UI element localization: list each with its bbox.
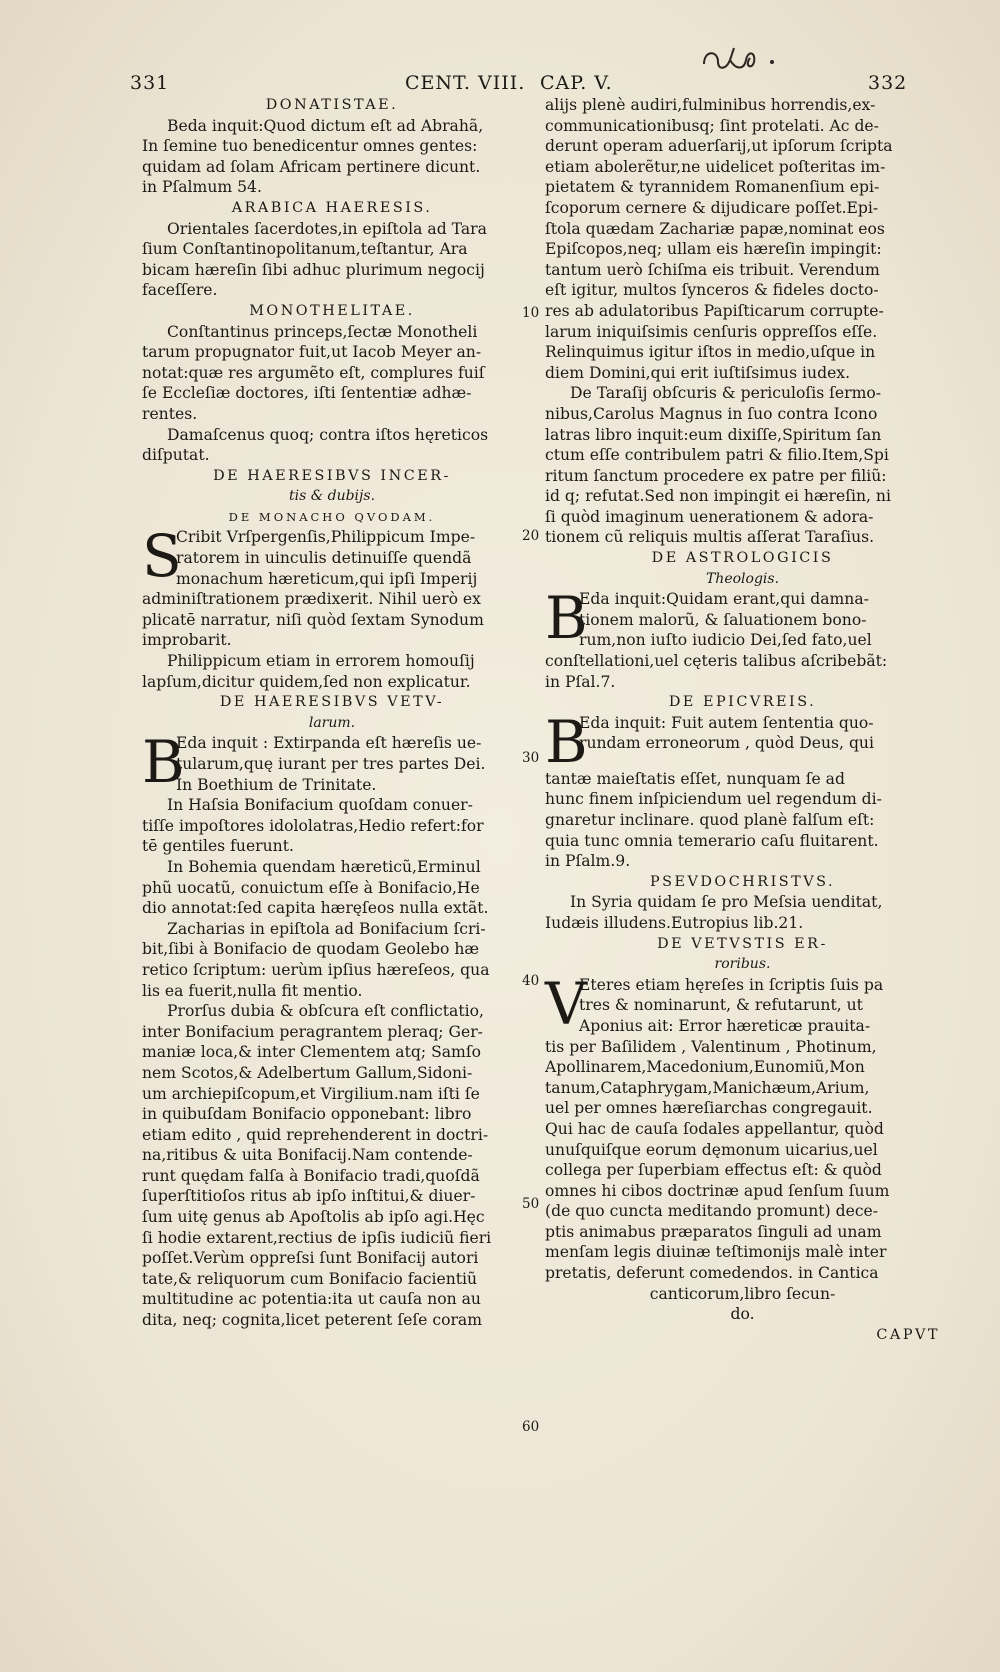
right-page-number: 332	[868, 72, 908, 94]
text-line: conſtellationi,uel cęteris talibus aſcribebãt:	[545, 652, 888, 671]
section-heading: MONOTHELITAE.	[249, 302, 415, 319]
text-line: quia tunc omnia temerario caſu fluitarent.	[545, 831, 879, 850]
text-line: tantæ maieſtatis eſſet, nunquam ſe ad	[545, 769, 845, 788]
text-line: bit,ſibi à Bonifacio de quodam Geolebo hæ	[142, 940, 480, 959]
section-heading: PSEVDOCHRISTVS.	[649, 873, 836, 890]
line-number: 20	[522, 528, 540, 544]
text-line: ſum uitę genus ab Apoſtolis ab ipſo agi.Hęc	[142, 1208, 485, 1227]
left-page-number: 331	[130, 72, 170, 94]
text-line: retico ſcriptum: uerùm ipſius hæreſeos, qua	[142, 960, 490, 979]
text-line: rum,non iuſto iudicio Dei,ſed fato,uel	[579, 631, 872, 650]
text-line: gnaretur inclinare. quod planè falſum eſt:	[545, 811, 875, 829]
text-line: Conſtantinus princeps,ſectæ Monotheli	[167, 322, 478, 341]
text-line: tres & nominarunt, & refutarunt, ut	[579, 996, 863, 1015]
text-line: monachum hæreticum,qui ipſi Imperij	[176, 569, 478, 588]
text-line: Relinquimus igitur iſtos in medio,uſque in	[545, 343, 876, 362]
text-line: (de quo cuncta meditando promunt) dece-	[545, 1202, 879, 1221]
text-line: tē gentiles fuerunt.	[142, 837, 294, 856]
text-line: latras libro inquit:eum dixiſſe,Spiritum ſan	[545, 425, 882, 444]
section-heading: DE HAERESIBVS VETV-	[219, 694, 445, 711]
text-line: Orientales ſacerdotes,in epiſtola ad Tara	[167, 219, 487, 238]
text-line: um archiepiſcopum,et Virgilium.nam iſti ſe	[142, 1084, 480, 1103]
section-heading: DE HAERESIBVS INCER-	[213, 467, 451, 484]
text-line: ritum ſanctum procedere ex patre per filiũ:	[545, 466, 887, 485]
text-line: tionem cũ reliquis multis aſſerat Taraſius.	[545, 528, 875, 547]
text-line: tate,& reliquorum cum Bonifacio facientiũ	[142, 1269, 478, 1288]
section-subheading: larum.	[308, 714, 356, 731]
text-line: tularum,quę iurant per tres partes Dei.	[176, 755, 486, 773]
text-line: in quibuſdam Bonifacio opponebant: libro	[142, 1105, 472, 1124]
text-line: Eda inquit: Fuit autem ſententia quo-	[579, 713, 874, 732]
text-line: phũ uocatũ, conuictum eſſe à Bonifacio,He	[142, 878, 480, 897]
text-line: canticorum,libro ſecun-	[649, 1284, 836, 1303]
chapter-heading: CAP. V.	[540, 72, 613, 94]
text-line: Qui hac de cauſa ſodales appellantur, quòd	[545, 1119, 884, 1138]
section-heading: ARABICA HAERESIS.	[231, 199, 433, 216]
text-line: Beda inquit:Quod dictum eſt ad Abrahã,	[167, 116, 484, 135]
text-line: alijs plenè audiri,fulminibus horrendis,ex-	[545, 96, 876, 114]
text-line: lis ea fuerit,nulla fit mentio.	[142, 981, 363, 1000]
text-line: id q; refutat.Sed non impingit ei hæreſin, ni	[545, 487, 891, 506]
text-line: quidam ad ſolam Africam pertinere dicunt.	[142, 157, 481, 176]
line-number: 10	[522, 305, 540, 321]
text-line: plicatē narratur, niſi quòd ſextam Synodum	[142, 610, 484, 629]
text-line: tiſſe impoſtores idololatras,Hedio refert:for	[142, 816, 484, 835]
text-line: ſi quòd imaginum uenerationem & adora-	[545, 507, 874, 526]
text-line: Philippicum etiam in errorem homouſij	[167, 652, 475, 671]
text-line: ſtola quædam Zachariæ papæ,nominat eos	[545, 219, 885, 238]
text-line: derunt operam aduerſarij,ut ipſorum ſcripta	[545, 137, 893, 156]
text-line: communicationibusq; ſint protelati. Ac de-	[545, 116, 879, 135]
section-subheading: Theologis.	[705, 570, 780, 587]
text-line: tanum,Cataphrygam,Manichæum,Arium,	[545, 1078, 870, 1097]
left-column	[142, 95, 522, 1331]
dropcap-paragraph	[545, 707, 940, 776]
text-line: ſi hodie extarent,rectius de ipſis iudiciũ fieri	[142, 1228, 492, 1247]
line-number: 60	[522, 1419, 540, 1435]
dropcap-paragraph	[142, 728, 522, 797]
text-line: Damaſcenus quoq; contra iſtos hęreticos	[167, 425, 489, 444]
text-line: Iudæis illudens.Eutropius lib.21.	[545, 913, 804, 932]
text-line: etiam edito , quid reprehenderent in doctri-	[142, 1125, 489, 1144]
dropcap-letter: B	[545, 584, 588, 653]
section-subheading: roribus.	[714, 956, 771, 973]
text-line: lapſum,dicitur quidem,ſed non explicatur.	[142, 672, 471, 691]
text-line: rentes.	[142, 404, 198, 423]
text-line: Prorſus dubia & obſcura eſt conflictatio,	[167, 1002, 484, 1021]
text-line: Epiſcopos,neq; ullam eis hæreſin impingit:	[545, 240, 882, 259]
catchword: CAPVT	[876, 1326, 940, 1343]
text-line: adminiſtrationem prædixerit. Nihil uerò ex	[142, 590, 481, 609]
text-line: eſt igitur, multos ſynceros & fideles docto-	[545, 281, 879, 300]
text-line: ſe Eccleſiæ doctores, iſti ſententiæ adhæ-	[142, 384, 472, 403]
section-heading: DE MONACHO QVODAM.	[228, 509, 436, 524]
section-heading: DE ASTROLOGICIS	[651, 550, 834, 567]
text-line: tarum propugnator fuit,ut Iacob Meyer an-	[142, 343, 482, 362]
text-line: ratorem in uinculis detinuiſſe quendã	[176, 549, 472, 568]
dropcap-paragraph	[142, 522, 522, 591]
text-line: collega per ſuperbiam effectus eſt: & quòd	[545, 1161, 882, 1180]
text-line: ctum eſſe contribulem patri & filio.Item,Spi	[545, 446, 889, 465]
text-line: Eda inquit:Quidam erant,qui damna-	[579, 590, 869, 609]
text-line: rundam erroneorum , quòd Deus, qui	[579, 734, 874, 753]
text-line: De Taraſij obſcuris & periculoſis ſermo-	[570, 384, 882, 403]
text-line: nem Scotos,& Adelbertum Gallum,Sidoni-	[142, 1063, 473, 1082]
text-line: omnes hi cibos doctrinæ apud ſenſum ſuum	[545, 1181, 890, 1200]
text-line: In Bohemia quendam hæreticũ,Erminul	[167, 857, 481, 876]
text-line: tantum uerò ſchiſma eis tribuit. Verendum	[545, 260, 880, 279]
text-line: ptis animabus præparatos ſinguli ad unam	[545, 1222, 882, 1241]
line-number: 50	[522, 1196, 540, 1212]
text-line: diſputat.	[142, 446, 210, 465]
text-line: multitudine ac potentia:ita ut cauſa non au	[142, 1290, 481, 1309]
text-line: ſcoporum cernere & dijudicare poſſet.Epi-	[545, 198, 879, 217]
text-line: do.	[730, 1305, 755, 1324]
text-line: Apollinarem,Macedonium,Eunomiũ,Mon	[545, 1058, 865, 1077]
text-line: etiam abolerẽtur,ne uidelicet poſteritas im-	[545, 157, 886, 176]
text-line: Cribit Vrſpergenſis,Philippicum Impe-	[176, 528, 476, 547]
text-line: bicam hæreſin ſibi adhuc plurimum negocij	[142, 260, 485, 279]
section-subheading: tis & dubijs.	[288, 488, 376, 505]
text-line: In Haſsia Bonifacium quoſdam conuer-	[167, 796, 473, 815]
text-line: Aponius ait: Error hæreticæ prauita-	[579, 1016, 871, 1035]
text-line: inter Bonifacium peragrantem pleraq; Ger-	[142, 1022, 483, 1041]
century-heading: CENT. VIII.	[405, 72, 526, 94]
text-line: in Pſalmum 54.	[142, 178, 262, 197]
text-line: tis per Baſilidem , Valentinum , Photinum,	[545, 1037, 877, 1056]
text-line: Zacharias in epiſtola ad Bonifacium ſcri-	[167, 919, 486, 938]
dropcap-letter: B	[545, 707, 588, 776]
text-line: runt quędam falſa à Bonifacio tradi,quoſdã	[142, 1166, 480, 1185]
section-heading: DONATISTAE.	[265, 97, 399, 113]
text-line: poſſet.Verùm oppreſsi ſunt Bonifacij autori	[142, 1249, 479, 1268]
text-line: hunc finem inſpiciendum uel regendum di-	[545, 790, 882, 809]
text-line: Eteres etiam hęreſes in ſcriptis ſuis pa	[579, 975, 884, 994]
text-line: dita, neq; cognita,licet peterent ſeſe coram	[142, 1311, 482, 1330]
right-column	[545, 95, 940, 1345]
text-line: Eda inquit : Extirpanda eſt hæreſis ue-	[176, 734, 482, 753]
text-line: unuſquiſque eorum dęmonum uicarius,uel	[545, 1140, 878, 1159]
dropcap-paragraph	[545, 969, 940, 1038]
text-line: nibus,Carolus Magnus in ſuo contra Icono	[545, 404, 878, 423]
text-line: tionem malorũ, & ſaluationem bono-	[579, 610, 867, 629]
text-line: In Boethium de Trinitate.	[176, 775, 377, 794]
text-line: ſuperſtitioſos ritus ab ipſo inſtitui,& diuer-	[142, 1187, 476, 1206]
section-heading: DE EPICVREIS.	[668, 694, 817, 711]
text-line: ſium Conſtantinopolitanum,teſtantur, Ara	[142, 240, 468, 259]
text-line: pretatis, deferunt comedendos. in Cantica	[545, 1264, 879, 1283]
text-line: in Pſal.7.	[545, 672, 616, 691]
dropcap-letter: B	[142, 728, 185, 797]
section-heading: DE VETVSTIS ER-	[657, 935, 828, 952]
text-line: diem Domini,qui erit iuſtiſsimus iudex.	[545, 363, 851, 382]
text-line: faceſſere.	[142, 281, 218, 300]
dropcap-paragraph	[545, 584, 940, 653]
dropcap-letter: S	[142, 522, 182, 591]
text-line: na,ritibus & uita Bonifacij.Nam contende-	[142, 1146, 473, 1165]
text-line: in Pſalm.9.	[545, 852, 631, 871]
text-line: In ſemine tuo benedicentur omnes gentes:	[142, 137, 478, 156]
text-line: improbarit.	[142, 631, 232, 650]
text-line: notat:quæ res argumẽto eſt, complures fuiſ	[142, 363, 485, 382]
line-number: 30	[522, 750, 540, 766]
dropcap-letter: V	[545, 969, 587, 1038]
text-line: dio annotat:ſed capita hæręſeos nulla extãt.	[142, 899, 489, 918]
text-line: uel per omnes hæreſiarchas congregauit.	[545, 1099, 873, 1118]
text-line: menſam legis diuinæ teſtimonijs malè inter	[545, 1243, 887, 1262]
text-line: larum iniquiſsimis cenſuris oppreſſos eſſe.	[545, 322, 878, 341]
line-number: 40	[522, 973, 540, 989]
text-line: res ab adulatoribus Papiſticarum corrupte-	[545, 301, 884, 320]
text-line: pietatem & tyrannidem Romanenſium epi-	[545, 178, 880, 197]
text-line: In Syria quidam ſe pro Meſsia uenditat,	[570, 893, 883, 912]
text-line: maniæ loca,& inter Clementem atq; Samſo	[142, 1043, 481, 1062]
